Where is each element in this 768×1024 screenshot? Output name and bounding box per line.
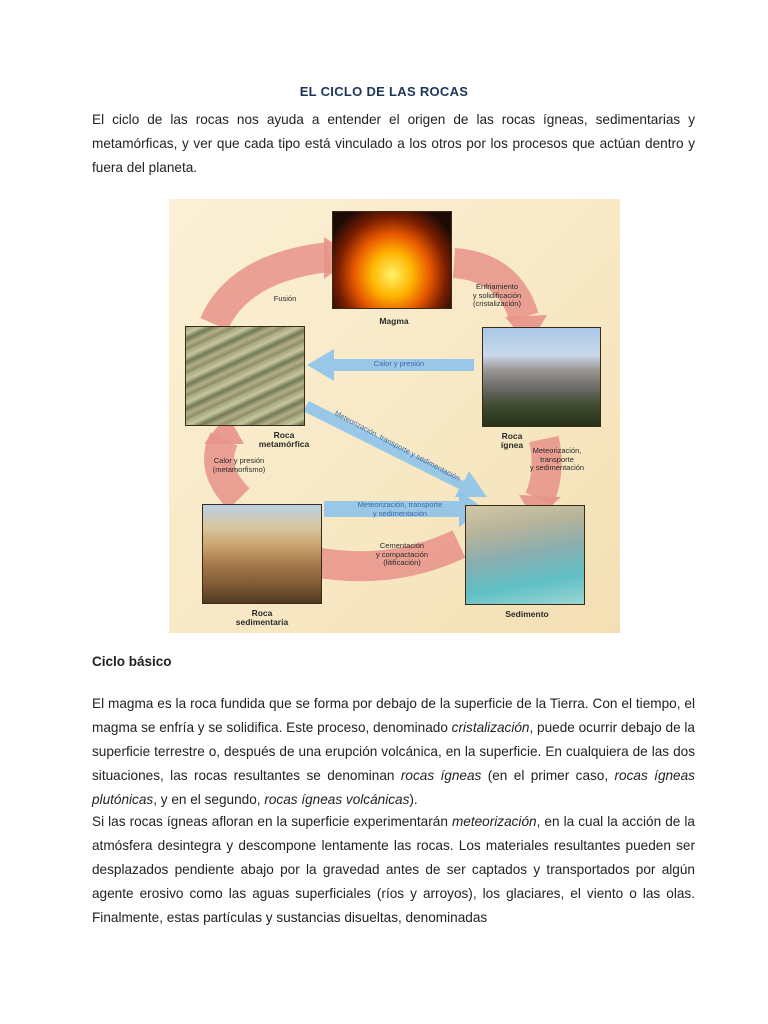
label-cooling: Enfriamiento y solidificación (cristalización) (472, 282, 522, 308)
metamorphic-rock-photo (185, 326, 305, 426)
sediment-photo (465, 505, 585, 605)
label-fusion: Fusión (273, 294, 297, 303)
label-heat-pressure-center: Calor y presión (373, 359, 425, 368)
label-igneous: Roca ígnea (500, 431, 524, 450)
cycle-arrow-fusion (214, 257, 329, 324)
label-weathering-diagonal: Meteorización, transporte y sedimentación (333, 408, 462, 483)
label-weathering-middle: Meteorización, transporte y sedimentación (357, 500, 443, 518)
document-title: EL CICLO DE LAS ROCAS (299, 84, 469, 99)
label-metamorphic: Roca metamórfica (258, 430, 310, 449)
section-heading: Ciclo básico (92, 654, 172, 669)
label-sediment: Sedimento (505, 609, 549, 619)
label-heat-pressure-left: Calor y presión (metamorfismo) (212, 456, 266, 474)
sedimentary-rock-photo (202, 504, 322, 604)
label-magma: Magma (379, 316, 409, 326)
igneous-rock-photo (482, 327, 601, 427)
intro-paragraph: El ciclo de las rocas nos ayuda a entender el origen de las rocas ígneas, sedimentarias y metamórficas, y ver que cada tipo está vinculado a los otros por los procesos que actúan dentro y fuera del planeta. (92, 112, 695, 175)
label-weathering-right: Meteorización, transporte y sedimentación (529, 446, 585, 472)
label-cementation: Cementación y compactación (litificación) (375, 541, 429, 567)
rock-cycle-diagram (169, 199, 620, 633)
label-sedimentary: Roca sedimentaria (235, 608, 289, 627)
paragraph-weathering: Si las rocas ígneas afloran en la superficie experimentarán meteorización, en la cual la acción de la atmósfera desintegra y descompone lentamente las rocas. Los materiales resultantes pueden ser desplazados pendiente abajo por la gravedad antes de ser captados y transportados por algún agente erosivo como las aguas superficiales (ríos y arroyos), los glaciares, el viento o las olas. Finalmente, estas partículas y sustancias disueltas, denominadas (92, 814, 695, 925)
magma-photo (332, 211, 452, 309)
paragraph-basic-cycle: El magma es la roca fundida que se forma por debajo de la superficie de la Tierra. Con el tiempo, el magma se enfría y se solidifica. Este proceso, denominado cristalización, puede ocurrir debajo de la superficie terrestre o, después de una erupción volcánica, en la superficie. En cualquiera de las dos situaciones, las rocas resultantes se denominan rocas ígneas (en el primer caso, rocas ígneas plutónicas, y en el segundo, rocas ígneas volcánicas). (92, 696, 695, 807)
